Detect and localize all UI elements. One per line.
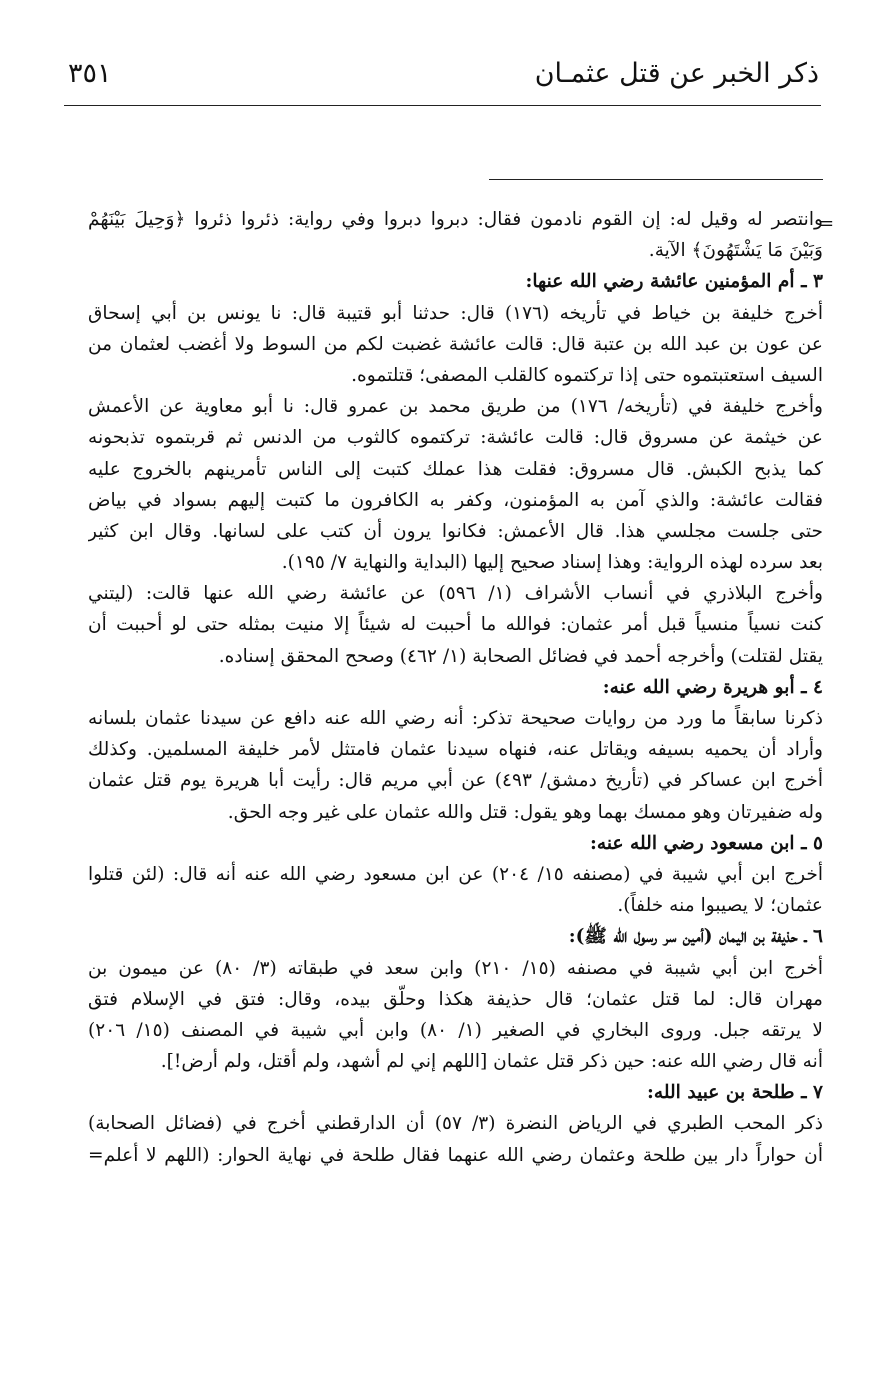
text-line: حتى جلست مجلسي هذا. قال الأعمش: فكانوا يرون أن كتب على لسانها. وقال ابن كثير [88,520,823,542]
section-heading: ٧ ـ طلحة بن عبيد الله: [647,1082,823,1104]
footnote-separator [489,179,823,180]
text-line: بعد سرده لهذه الرواية: وهذا إسناد صحيح إليها (البداية والنهاية ٧/ ١٩٥). [281,552,823,574]
text-line: ذكر المحب الطبري في الرياض النضرة (٣/ ٥٧) أن الدارقطني أخرج في (فضائل الصحابة) [88,1113,823,1135]
page-number: ٣٥١ [68,58,112,89]
text-line: السيف استعتبتموه حتى إذا تركتموه كالقلب المصفى؛ قتلتموه. [351,364,823,386]
continuation-marker: = [819,213,835,234]
text-line: يقتل لقتلت) وأخرجه أحمد في فضائل الصحابة (١/ ٤٦٢) وصحح المحقق إسناده. [218,645,823,667]
text-line: كما يذبح الكبش. قال مسروق: فقلت هذا عملك كتبت إلى الناس تأمرينهم بالخروج عليه [88,458,823,480]
section-heading: ٦ ـ حذيفة بن اليمان (أمين سر رسول الله ﷺ): [568,926,823,948]
text-line: وأراد أن يحميه بسيفه ويقاتل عنه، فنهاه سيدنا عثمان فامتثل لأمر خليفة المسلمين. وكذلك [88,739,823,761]
running-header-title: ذكر الخبر عن قتل عثمـان [534,58,819,89]
text-line: عثمان؛ لا يصيبوا منه خلفاً). [617,895,823,917]
section-heading: ٣ ـ أم المؤمنين عائشة رضي الله عنها: [525,271,823,293]
text-line: ذكرنا سابقاً ما ورد من روايات صحيحة تذكر: أنه رضي الله عنه دافع عن سيدنا عثمان بلسانه [88,708,823,729]
section-heading: ٤ ـ أبو هريرة رضي الله عنه: [602,676,823,698]
text-line: أخرج ابن عساكر في (تأريخ دمشق/ ٤٩٣) عن أبي مريم قال: رأيت أبا هريرة يوم قتل عثمان [88,770,823,792]
text-line: كنت نسياً منسياً قبل أمر عثمان: فوالله ما أحببت له شيئاً إلا منيت بمثله حتى لو أحببت أن [88,614,823,636]
text-line: أخرج خليفة بن خياط في تأريخه (١٧٦) قال: حدثنا أبو قتيبة قال: نا يونس بن أبي إسحاق [88,302,823,324]
section-heading: ٥ ـ ابن مسعود رضي الله عنه: [590,832,823,854]
footnote-body [88,204,823,1171]
text-line: عن عون بن عبد الله بن عتبة قال: قالت عائشة غضبت لكم من السوط ولا أغضب لعثمان من [88,333,823,355]
text-line: وأخرج البلاذري في أنساب الأشراف (١/ ٥٩٦) عن عائشة رضي الله عنها قالت: (ليتني [88,583,823,605]
text-line: عن خيثمة عن مسروق قال: قالت عائشة: تركتموه كالثوب من الدنس ثم قربتموه تذبحونه [88,427,823,449]
text-line: وأخرج خليفة في (تأريخه/ ١٧٦) من طريق محمد بن عمرو قال: نا أبو معاوية عن الأعمش [88,396,823,418]
text-line: أخرج ابن أبي شيبة في مصنفه (١٥/ ٢١٠) وابن سعد في طبقاته (٣/ ٨٠) عن ميمون بن [88,957,823,979]
header-rule [64,105,821,106]
text-line: فقالت عائشة: والذي آمن به المؤمنون، وكفر به الكافرون ما كتبت إليهم بسواد في بياض [88,489,823,511]
text-line: مهران قال: لما قتل عثمان؛ قال حذيفة هكذا وحلّق بيده، وقال: فتق في الإسلام فتق [88,988,823,1010]
text-line: أن حواراً دار بين طلحة وعثمان رضي الله عنهما فقال طلحة في نهاية الحوار: (اللهم لا أعلم= [88,1144,823,1166]
text-line: وَبَيْنَ مَا يَشْتَهُونَ﴾ الآية. [648,240,823,262]
text-line: لا يرتقه جبل. وروى البخاري في الصغير (١/ ٨٠) وابن أبي شيبة في المصنف (١٥/ ٢٠٦) [88,1019,823,1041]
text-line: أخرج ابن أبي شيبة في (مصنفه ١٥/ ٢٠٤) عن ابن مسعود رضي الله عنه أنه قال: (لئن قتلوا [88,863,823,885]
text-line: وانتصر له وقيل له: إن القوم نادمون فقال: دبروا دبروا وفي رواية: ذئروا ذئروا ﴿وَحِيلَ بَيْنَهُمْ [88,209,823,230]
text-line: أنه قال رضي الله عنه: حين ذكر قتل عثمان [اللهم إني لم أشهد، ولم أقتل، ولم أرض!]. [160,1051,823,1073]
text-line: وله ضفيرتان وهو ممسك بهما وهو يقول: قتل والله عثمان على غير وجه الحق. [227,801,823,823]
